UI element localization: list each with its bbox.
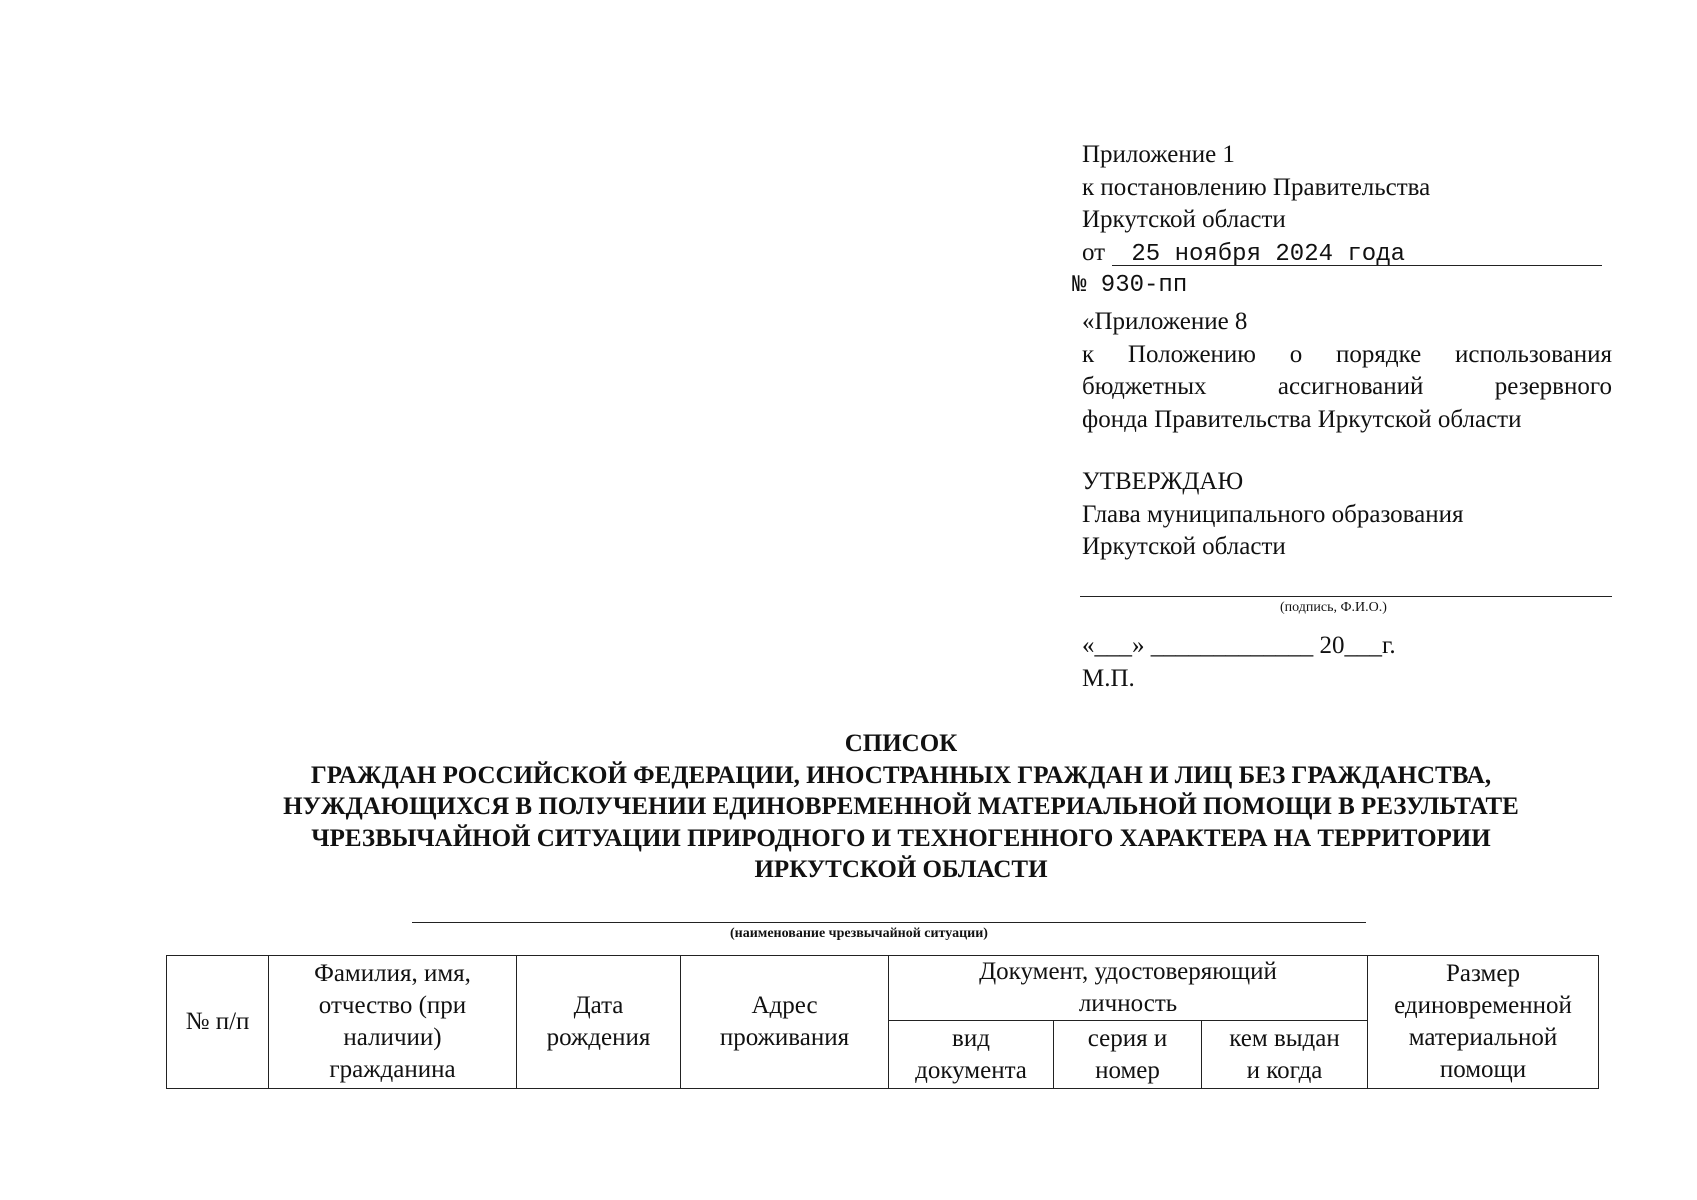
- title-line: ЧРЕЗВЫЧАЙНОЙ СИТУАЦИИ ПРИРОДНОГО И ТЕХНОГЕННОГО ХАРАКТЕРА НА ТЕРРИТОРИИ: [311, 824, 1491, 852]
- appendix-number: № 930-пп: [1072, 272, 1188, 299]
- header-text: Документ, удостоверяющий: [979, 958, 1277, 985]
- appendix-date-row: [1082, 237, 1612, 272]
- approval-region: Иркутской области: [1082, 533, 1286, 560]
- header-text: Дата: [573, 992, 624, 1019]
- header-identity-document: [889, 956, 1368, 1021]
- title-line: НУЖДАЮЩИХСЯ В ПОЛУЧЕНИИ ЕДИНОВРЕМЕННОЙ МАТЕРИАЛЬНОЙ ПОМОЩИ В РЕЗУЛЬТАТЕ: [283, 793, 1519, 820]
- header-text: кем выдан: [1229, 1024, 1340, 1052]
- appendix-date-prefix: от: [1082, 238, 1106, 266]
- word: бюджетных: [1082, 373, 1207, 400]
- annex8-line2: [1082, 339, 1612, 372]
- signature-caption: (подпись, Ф.И.О.): [1280, 600, 1387, 615]
- appendix-header: [1082, 139, 1612, 271]
- header-text: проживания: [719, 1024, 850, 1051]
- header-text: гражданина: [329, 1056, 456, 1083]
- emergency-caption: (наименование чрезвычайной ситуации): [730, 926, 988, 941]
- citizens-table: [166, 955, 1599, 1089]
- appendix-region: Иркутской области: [1082, 206, 1286, 233]
- approval-heading: УТВЕРЖДАЮ: [1082, 468, 1244, 495]
- header-text: рождения: [546, 1024, 651, 1051]
- table-header-row: [167, 956, 1599, 1021]
- appendix-title: Приложение 1: [1082, 141, 1235, 168]
- subheader-document-type: [889, 1021, 1054, 1089]
- header-text: личность: [1078, 990, 1178, 1017]
- word: использования: [1455, 340, 1612, 368]
- header-text: номер: [1095, 1056, 1160, 1084]
- word: к: [1082, 340, 1095, 368]
- word: порядке: [1336, 340, 1422, 368]
- word: Положению: [1127, 340, 1256, 368]
- header-text: вид: [952, 1024, 990, 1052]
- header-text: отчество (при: [318, 992, 467, 1019]
- emergency-name-line: [412, 922, 1366, 923]
- header-aid-amount: [1368, 956, 1599, 1089]
- header-text: наличии): [343, 1024, 442, 1051]
- annex8-line4: фонда Правительства Иркутской области: [1082, 405, 1522, 433]
- header-text: документа: [915, 1056, 1027, 1084]
- title-line: ИРКУТСКОЙ ОБЛАСТИ: [754, 856, 1048, 883]
- header-text: единовременной: [1394, 992, 1572, 1019]
- title-line: ГРАЖДАН РОССИЙСКОЙ ФЕДЕРАЦИИ, ИНОСТРАННЫХ ГРАЖДАН И ЛИЦ БЕЗ ГРАЖДАНСТВА,: [310, 761, 1492, 789]
- header-text: Размер: [1446, 960, 1520, 987]
- title-line: СПИСОК: [844, 730, 958, 757]
- word: резервного: [1494, 373, 1612, 400]
- subheader-series-number: [1054, 1021, 1202, 1089]
- approval-block: [1082, 466, 1464, 564]
- word: о: [1289, 340, 1303, 368]
- header-text: помощи: [1439, 1056, 1527, 1083]
- appendix-resolution: к постановлению Правительства: [1082, 173, 1431, 201]
- approval-position: Глава муниципального образования: [1082, 500, 1464, 528]
- header-name: [269, 956, 517, 1089]
- header-text: Адрес: [751, 992, 818, 1019]
- annex8-line3: [1082, 371, 1612, 404]
- appendix-date-value: 25 ноября 2024 года: [1131, 240, 1406, 268]
- header-number: № п/п: [167, 956, 269, 1089]
- date-underline: [1112, 265, 1602, 266]
- header-text: материальной: [1408, 1024, 1558, 1051]
- word: ассигнований: [1277, 373, 1424, 400]
- header-birth-date: [517, 956, 681, 1089]
- annex8-title: «Приложение 8: [1082, 308, 1248, 335]
- seal-mark: М.П.: [1082, 665, 1135, 692]
- header-text: серия и: [1087, 1024, 1168, 1052]
- document-title: [166, 728, 1636, 886]
- header-address: [681, 956, 889, 1089]
- header-text: Фамилия, имя,: [314, 960, 471, 987]
- approval-date-line: «___» _____________ 20___г.: [1082, 632, 1396, 659]
- annex8-header: [1082, 306, 1612, 436]
- header-text: и когда: [1246, 1056, 1323, 1084]
- subheader-issued-by: [1202, 1021, 1368, 1089]
- signature-line: [1080, 596, 1612, 597]
